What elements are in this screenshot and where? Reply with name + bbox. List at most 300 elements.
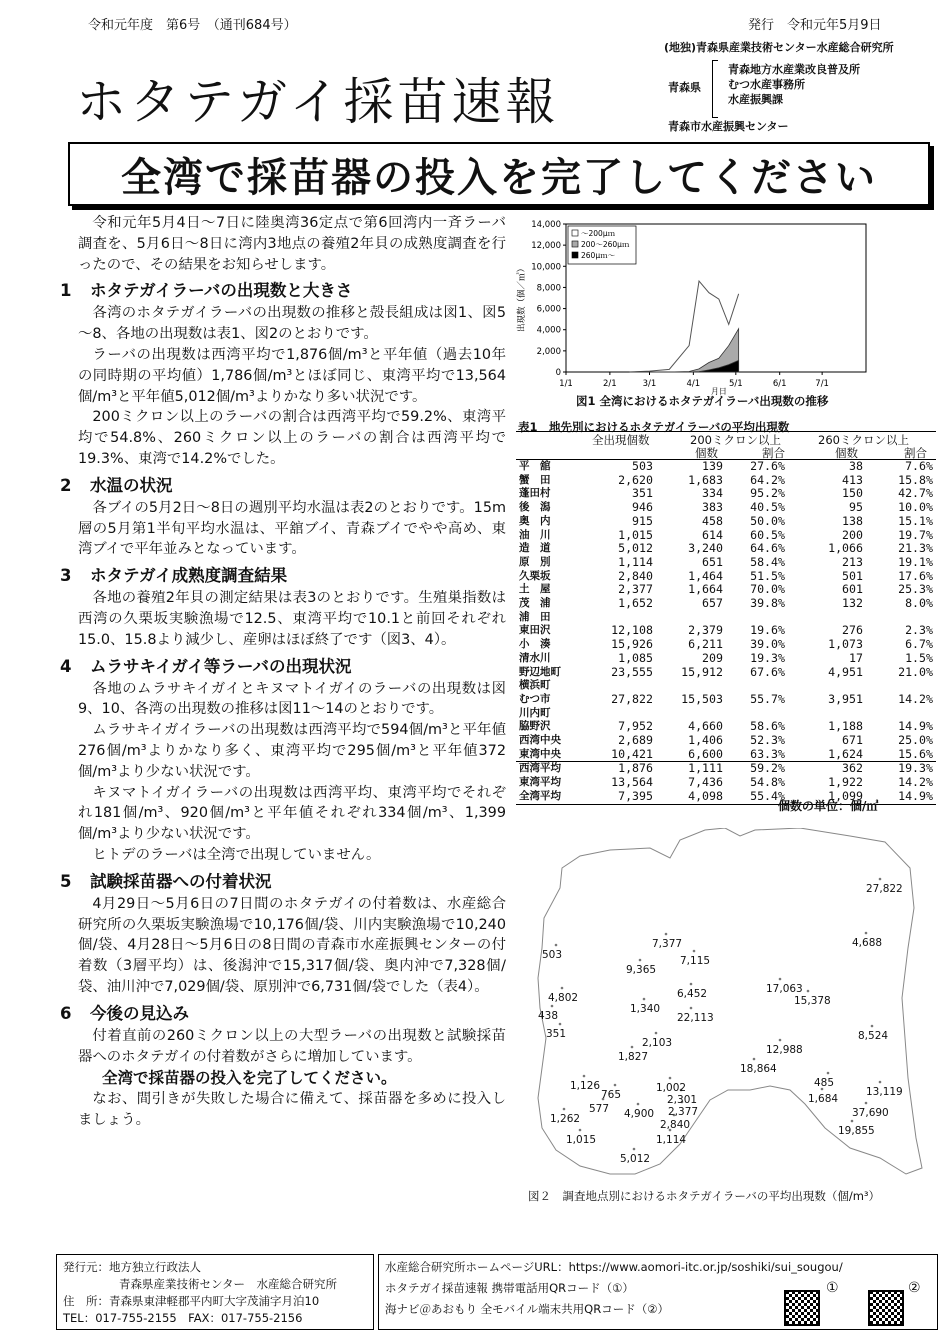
footer-publisher xyxy=(56,1254,374,1330)
table-cell-value xyxy=(866,611,936,625)
table-cell-value: 17.6% xyxy=(898,568,933,583)
table-cell-site: 東湾平均 xyxy=(519,776,561,789)
table-row xyxy=(516,474,936,488)
table-cell-value: 139 xyxy=(702,459,723,473)
table-cell-value xyxy=(582,707,656,721)
table-row xyxy=(516,570,936,584)
section-1-heading: 1 ホタテガイラーバの出現数と大きさ xyxy=(60,281,353,301)
map-station-label: 7,377 xyxy=(652,938,683,950)
org-pref: 青森県 xyxy=(668,81,701,94)
table-cell-value: 14.2% xyxy=(898,775,933,790)
map-station-dot xyxy=(555,944,558,947)
table-cell-site: 東湾中央 xyxy=(516,748,582,762)
table-cell-value: 55.4% xyxy=(726,790,788,804)
x-tick-label: 7/1 xyxy=(815,379,829,389)
table-cell-value: 1.5% xyxy=(905,650,933,665)
table-cell-value: 1,683 xyxy=(688,472,723,487)
table-cell-value: 95 xyxy=(849,500,863,515)
map-station-label: 17,063 xyxy=(766,983,803,995)
table-cell-value: 383 xyxy=(702,500,723,515)
table-cell-value: 23,555 xyxy=(611,664,653,679)
table-row xyxy=(516,638,936,652)
table-cell-value: 2,840 xyxy=(618,568,653,583)
table-row xyxy=(516,501,936,515)
table-cell-value: 1,114 xyxy=(618,554,653,569)
table-cell-value: 15,503 xyxy=(681,691,723,706)
series-area-200-260 xyxy=(630,329,739,372)
table-cell-value: 1,876 xyxy=(582,762,656,776)
map-station-label: 2,840 xyxy=(660,1119,691,1131)
map-station-label: 27,822 xyxy=(866,883,903,895)
table-cell-value: 601 xyxy=(842,582,863,597)
table-cell-value: 15.6% xyxy=(866,748,936,762)
table-cell-site: 茂 浦 xyxy=(519,597,551,610)
table-row xyxy=(516,487,936,501)
table-cell-value xyxy=(788,679,866,693)
table1-head-260: 260ミクロン以上 xyxy=(818,433,909,447)
table-cell-value: 67.6% xyxy=(750,664,785,679)
table-cell-site: 西湾平均 xyxy=(516,762,582,776)
table-cell-value: 27,822 xyxy=(611,691,653,706)
table-cell-value: 915 xyxy=(632,513,653,528)
map-station-label: 18,864 xyxy=(740,1063,777,1075)
table-row xyxy=(516,776,936,790)
table-row xyxy=(516,679,936,693)
section-6-emphasis: 全湾で採苗器の投入を完了してください。 xyxy=(102,1069,397,1088)
map-station-dot xyxy=(690,983,693,986)
table-cell-value: 1,652 xyxy=(618,596,653,611)
qr-label-2: ② xyxy=(908,1280,921,1296)
table-cell-value: 59.2% xyxy=(726,762,788,776)
x-tick-label: 5/1 xyxy=(728,379,743,389)
table-cell-value: 1,066 xyxy=(828,541,863,556)
x-axis-label: 月日 xyxy=(710,387,727,396)
map-station-label: 4,688 xyxy=(852,937,883,949)
table-cell-site: 横浜町 xyxy=(519,679,551,692)
table-cell-value xyxy=(582,611,656,625)
x-tick-label: 2/1 xyxy=(603,379,617,389)
table-cell-value: 40.5% xyxy=(750,500,785,515)
table-cell-site: 原 別 xyxy=(519,555,551,568)
table-cell-value: 413 xyxy=(842,472,863,487)
table-cell-value: 21.0% xyxy=(898,664,933,679)
section-4-para: 各地のムラサキイガイとキヌマトイガイのラーバの出現数は図9、10、各湾の出現数の推移は図11～14のとおりです。 xyxy=(78,680,506,718)
map-station-dot xyxy=(665,933,668,936)
map-station-label: 15,378 xyxy=(794,995,831,1007)
section-5-para: 4月29日～5月6日の7日間のホタテガイの付着数は、水産総合研究所の久栗坂実験漁場で10,176個/袋、川内実験漁場で10,240個/袋、4月28日～5月6日の8日間の青森市水産振興センターの付着数（3層平均）は、後潟沖で15,317個/袋、奥内沖で7,328個/袋、油川沖で7,029個/袋、原別沖で6,731個/袋でした（表4）。 xyxy=(78,895,506,995)
table-cell-value: 2,620 xyxy=(618,472,653,487)
table-cell-value: 4,098 xyxy=(656,790,726,804)
table-cell-value: 276 xyxy=(842,623,863,638)
map-station-dot xyxy=(614,1084,617,1087)
map-station-dot xyxy=(693,950,696,953)
legend-entry: ～200μｍ xyxy=(581,229,616,238)
map-station-label: 2,103 xyxy=(642,1037,673,1049)
table-cell-value: 150 xyxy=(842,486,863,501)
table1-head-ratio: 割合 xyxy=(762,446,785,460)
table-cell-value: 25.0% xyxy=(898,733,933,748)
legend-entry: 260μｍ～ xyxy=(581,251,616,260)
org-city: 青森市水産振興センター xyxy=(668,120,789,133)
table-cell-value xyxy=(656,679,726,693)
section-2-para: 各ブイの5月2日～8日の週別平均水温は表2のとおりです。15m層の5月第1半旬平均水温は、平舘ブイ、青森ブイでやや高め、東湾ブイで平年並みとなっています。 xyxy=(78,499,506,558)
table-cell-site: 東田沢 xyxy=(519,624,551,637)
map-station-label: 1,126 xyxy=(570,1080,601,1092)
table-cell-value: 503 xyxy=(632,459,653,473)
bay-outline xyxy=(538,828,922,1174)
larva-trend-chart xyxy=(512,216,882,412)
map-station-label: 1,114 xyxy=(656,1134,687,1146)
table-cell-value: 2.3% xyxy=(905,623,933,638)
table-row xyxy=(516,720,936,734)
org-item: 水産振興課 xyxy=(728,93,783,106)
table-row xyxy=(516,693,936,707)
org-list xyxy=(728,62,860,107)
table-row xyxy=(516,707,936,721)
y-tick-label: 8,000 xyxy=(536,283,561,294)
table-cell-value: 7,952 xyxy=(618,719,653,734)
map-station-label: 2,377 xyxy=(668,1106,699,1118)
section-1-para: 200ミクロン以上のラーバの割合は西湾平均で59.2%、東湾平均で54.8%、260ミクロン以上のラーバの割合は西湾平均で19.3%、東湾で14.2%でした。 xyxy=(78,409,506,467)
table-cell-site: 清水川 xyxy=(519,651,551,664)
table-cell-value: 657 xyxy=(702,596,723,611)
table-cell-value: 19.1% xyxy=(898,554,933,569)
map-station-dot xyxy=(631,1046,634,1049)
table-cell-value: 55.7% xyxy=(750,691,785,706)
map-station-dot xyxy=(655,1032,658,1035)
y-tick-label: 10,000 xyxy=(531,262,561,273)
map-station-dot xyxy=(690,1007,693,1010)
map-station-dot xyxy=(579,1129,582,1132)
map-station-dot xyxy=(637,1103,640,1106)
issue-number: 令和元年度 第6号 （通刊684号） xyxy=(88,18,297,33)
map-station-dot xyxy=(559,1023,562,1026)
org-bracket xyxy=(712,60,718,118)
table-row xyxy=(516,666,936,680)
footer-publisher-line: 青森県産業技術センター 水産総合研究所 xyxy=(119,1277,338,1291)
map-station-label: 438 xyxy=(538,1010,559,1022)
section-4-para: ムラサキイガイラーバの出現数は西湾平均で594個/m³と平年値276個/m³よりかなり多く、東湾平均で295個/m³と平年値372個/m³より少ない状況です。 xyxy=(78,722,506,780)
homepage-url[interactable]: 水産総合研究所ホームページURL：https://www.aomori-itc.or.jp/soshiki/sui_sougou/ xyxy=(385,1260,843,1274)
table-cell-value: 2,379 xyxy=(688,623,723,638)
table-cell-site: 油 川 xyxy=(519,528,551,541)
map-station-dot xyxy=(779,978,782,981)
table-cell-site: 小 湊 xyxy=(519,638,551,651)
x-tick-label: 3/1 xyxy=(642,379,657,389)
table-cell-value xyxy=(726,611,788,625)
table-cell-value xyxy=(656,611,726,625)
table-row xyxy=(516,734,936,748)
table-cell-value: 70.0% xyxy=(750,582,785,597)
map-station-label: 1,002 xyxy=(656,1082,687,1094)
table-cell-value: 10.0% xyxy=(898,500,933,515)
table-cell-value: 17 xyxy=(849,650,863,665)
map-station-label: 7,115 xyxy=(680,955,711,967)
table-row xyxy=(516,611,936,625)
table-cell-value xyxy=(788,707,866,721)
table-cell-site: 奥 内 xyxy=(519,514,551,527)
table-cell-value: 334 xyxy=(702,486,723,501)
table-cell-value: 27.6% xyxy=(750,459,785,473)
section-4-heading: 4 ムラサキイガイ等ラーバの出現状況 xyxy=(60,656,352,676)
table-cell-value: 7,395 xyxy=(582,790,656,804)
table-cell-site: 全湾平均 xyxy=(516,790,582,804)
map-station-label: 2,301 xyxy=(667,1094,698,1106)
table-cell-value: 138 xyxy=(842,513,863,528)
map-station-dot xyxy=(639,959,642,962)
table-row xyxy=(516,624,936,638)
table-cell-value: 1,073 xyxy=(828,637,863,652)
table-row xyxy=(516,748,936,762)
map-station-label: 1,684 xyxy=(808,1093,839,1105)
map-station-dot xyxy=(643,998,646,1001)
table-cell-value: 58.4% xyxy=(750,554,785,569)
map-station-label: 8,524 xyxy=(858,1030,889,1042)
table-cell-site: 土 屋 xyxy=(519,583,551,596)
table-cell-value: 58.6% xyxy=(750,719,785,734)
qr-label-1: ① xyxy=(826,1280,839,1296)
footer-links xyxy=(378,1254,938,1330)
map-station-dot xyxy=(669,1077,672,1080)
chart-caption: 図1 全湾におけるホタテガイラーバ出現数の推移 xyxy=(576,394,829,408)
section-4-para: ヒトデのラーバは全湾で出現していません。 xyxy=(92,846,381,863)
table-cell-value: 2,377 xyxy=(618,582,653,597)
table-cell-value: 14.2% xyxy=(898,691,933,706)
table-cell-value: 1,111 xyxy=(656,762,726,776)
y-tick-label: 6,000 xyxy=(536,304,561,315)
x-tick-label: 6/1 xyxy=(772,379,787,389)
table-cell-value: 209 xyxy=(702,650,723,665)
map-station-dot xyxy=(753,1058,756,1061)
table-cell-value: 14.9% xyxy=(898,719,933,734)
map-station-dot xyxy=(879,878,882,881)
table1-title: 表1 地先別におけるホタテガイラーバの平均出現数 xyxy=(518,420,790,434)
table-cell-value: 6.7% xyxy=(905,637,933,652)
table-cell-site: 脇野沢 xyxy=(519,720,551,733)
x-tick-label: 1/1 xyxy=(559,379,573,389)
map-station-dot xyxy=(865,932,868,935)
section-6-para: 付着直前の260ミクロン以上の大型ラーバの出現数と試験採苗器へのホタテガイの付着数がさらに増加しています。 xyxy=(78,1027,506,1065)
section-4-para: キヌマトイガイラーバの出現数は西湾平均、東湾平均でそれぞれ181個/m³、920個/m³と平年値それぞれ334個/m³、1,399個/m³より少ない状況です。 xyxy=(78,784,506,843)
table-cell-value: 1,406 xyxy=(688,733,723,748)
table-cell-value xyxy=(656,707,726,721)
table-cell-value: 213 xyxy=(842,554,863,569)
table-cell-value: 60.5% xyxy=(750,527,785,542)
table-cell-value: 651 xyxy=(702,554,723,569)
map-station-dot xyxy=(561,987,564,990)
table-cell-value: 4,951 xyxy=(828,664,863,679)
table-row xyxy=(516,515,936,529)
table-cell-value xyxy=(726,679,788,693)
map-station-dot xyxy=(807,990,810,993)
table-cell-value xyxy=(788,611,866,625)
map-station-dot xyxy=(851,1120,854,1123)
section-2-heading: 2 水温の状況 xyxy=(60,475,173,495)
section-1-para: 各湾のホタテガイラーバの出現数の推移と殻長組成は図1、図5～8、各地の出現数は表1、図2のとおりです。 xyxy=(78,305,506,343)
table-cell-value xyxy=(582,679,656,693)
section-1-para: ラーバの出現数は西湾平均で1,876個/m³と平年値（過去10年の同時期の平均値）1,786個/m³とほぼ同じ、東湾平均で13,564個/m³と平年値5,012個/m³よりかなり多い状況です。 xyxy=(78,346,506,405)
table-cell-value: 614 xyxy=(702,527,723,542)
qr-note-2: 海ナビ＠あおもり 全モバイル端末共用QRコード（②） xyxy=(385,1302,670,1316)
table-cell-value: 501 xyxy=(842,568,863,583)
map-station-dot xyxy=(633,1148,636,1151)
table-cell-value: 4,660 xyxy=(688,719,723,734)
y-tick-label: 12,000 xyxy=(531,241,561,252)
table-cell-site: 西湾中央 xyxy=(519,734,561,747)
issue-date: 発行 令和元年5月9日 xyxy=(748,18,882,33)
intro-text: 令和元年5月4日～7日に陸奥湾36定点で第6回湾内一斉ラーバ調査を、5月6日～8日に湾内3地点の養殖2年貝の成熟度調査を行ったので、その結果をお知らせします。 xyxy=(78,215,506,273)
section-6-heading: 6 今後の見込み xyxy=(60,1003,189,1023)
table-row xyxy=(516,652,936,666)
map-caption: 図２ 調査地点別におけるホタテガイラーバの平均出現数（個/m³） xyxy=(528,1189,881,1203)
table-cell-value: 50.0% xyxy=(750,513,785,528)
section-6-after: なお、間引きが失敗した場合に備えて、採苗器を多めに投入しましょう。 xyxy=(78,1091,506,1129)
map-station-dot xyxy=(865,1102,868,1105)
table-cell-value: 1,922 xyxy=(828,775,863,790)
map-station-dot xyxy=(583,1075,586,1078)
map-station-dot xyxy=(879,1081,882,1084)
table-cell-value: 19.7% xyxy=(898,527,933,542)
table-cell-value: 1,664 xyxy=(688,582,723,597)
map-station-label: 351 xyxy=(546,1028,567,1040)
table-cell-site: 後 潟 xyxy=(519,501,551,514)
table-cell-value: 19.3% xyxy=(866,762,936,776)
table-cell-site: 野辺地町 xyxy=(519,665,561,678)
table-cell-site: 平 舘 xyxy=(519,460,551,472)
table-cell-site: 蓬田村 xyxy=(519,487,551,500)
table-cell-value xyxy=(726,707,788,721)
table-cell-value: 95.2% xyxy=(750,486,785,501)
table1-head-count2: 個数 xyxy=(835,446,858,460)
table-cell-value: 2,689 xyxy=(618,733,653,748)
headline-box xyxy=(68,142,930,206)
table-cell-value: 64.6% xyxy=(750,541,785,556)
section-3-heading: 3 ホタテガイ成熟度調査結果 xyxy=(60,566,288,586)
table-cell-site: 造 道 xyxy=(519,542,551,555)
table-cell-value: 671 xyxy=(842,733,863,748)
map-station-label: 4,802 xyxy=(548,992,579,1004)
table-cell-value: 7.6% xyxy=(905,459,933,473)
table-cell-value: 14.9% xyxy=(866,790,936,804)
map-station-label: 1,262 xyxy=(550,1113,581,1125)
table-cell-site: 蟹 田 xyxy=(519,473,551,486)
table-cell-value: 19.3% xyxy=(750,650,785,665)
table-cell-value: 1,624 xyxy=(788,748,866,762)
org-research: (地独)青森県産業技術センター水産総合研究所 xyxy=(664,41,894,54)
table-row xyxy=(516,583,936,597)
legend-swatch xyxy=(572,252,578,258)
footer-address: 住 所：青森県東津軽郡平内町大字茂浦字月泊10 xyxy=(63,1294,320,1308)
headline: 全湾で採苗器の投入を完了してください xyxy=(121,154,877,201)
table-cell-value: 458 xyxy=(702,513,723,528)
footer-publisher-line: 発行元：地方独立行政法人 xyxy=(63,1260,201,1274)
section-5-heading: 5 試験採苗器への付着状況 xyxy=(60,871,272,891)
table-cell-value: 3,951 xyxy=(828,691,863,706)
table-cell-site: むつ市 xyxy=(519,692,551,705)
legend-swatch xyxy=(572,230,578,236)
table-cell-value: 15,912 xyxy=(681,664,723,679)
map-station-label: 6,452 xyxy=(677,988,708,1000)
table-cell-value: 1,085 xyxy=(618,650,653,665)
legend-entry: 200～260μｍ xyxy=(581,240,630,249)
map-station-label: 5,012 xyxy=(620,1153,651,1165)
table-cell-value: 42.7% xyxy=(898,486,933,501)
map-station-dot xyxy=(871,1025,874,1028)
table-cell-value: 39.8% xyxy=(750,596,785,611)
y-axis-label: 出現数（個／㎥） xyxy=(517,263,527,333)
table-cell-value xyxy=(866,679,936,693)
table1-head-200: 200ミクロン以上 xyxy=(690,433,781,447)
table-row xyxy=(516,762,936,776)
table-cell-value: 1,188 xyxy=(828,719,863,734)
map-station-label: 9,365 xyxy=(626,964,657,976)
table-cell-value: 19.6% xyxy=(750,623,785,638)
map-station-label: 12,988 xyxy=(766,1044,803,1056)
table-cell-value: 15,926 xyxy=(611,637,653,652)
map-station-label: 22,113 xyxy=(677,1012,714,1024)
table-cell-value: 8.0% xyxy=(905,596,933,611)
table-cell-site: 川内町 xyxy=(519,706,551,719)
table-row xyxy=(516,529,936,543)
map-station-label: 1,015 xyxy=(566,1134,597,1146)
table1-head-total: 全出現個数 xyxy=(592,433,650,447)
table-cell-value: 1,099 xyxy=(788,790,866,804)
table-cell-value: 38 xyxy=(849,459,863,473)
map-station-label: 577 xyxy=(589,1103,610,1115)
table-cell-value: 200 xyxy=(842,527,863,542)
table-cell-value: 12,108 xyxy=(611,623,653,638)
table-cell-value: 7,436 xyxy=(688,775,723,790)
table-cell-value xyxy=(866,707,936,721)
qr-code-1[interactable] xyxy=(784,1290,820,1326)
map-station-label: 1,340 xyxy=(630,1003,661,1015)
org-item: むつ水産事務所 xyxy=(728,78,805,91)
y-tick-label: 0 xyxy=(555,368,561,378)
table-cell-value: 51.5% xyxy=(750,568,785,583)
map-station-dot xyxy=(563,1108,566,1111)
table-cell-site: 久栗坂 xyxy=(519,569,551,582)
y-tick-label: 14,000 xyxy=(531,220,561,230)
table-cell-value: 6,600 xyxy=(656,748,726,762)
table-cell-value: 132 xyxy=(842,596,863,611)
y-tick-label: 4,000 xyxy=(536,325,561,336)
table-cell-value: 63.3% xyxy=(726,748,788,762)
table-cell-value: 351 xyxy=(632,486,653,501)
table-cell-value: 25.3% xyxy=(898,582,933,597)
table-cell-value: 52.3% xyxy=(750,733,785,748)
qr-code-2[interactable] xyxy=(868,1290,904,1326)
map-station-dot xyxy=(779,1039,782,1042)
table-row xyxy=(516,556,936,570)
y-tick-label: 2,000 xyxy=(536,346,561,357)
table-cell-value: 1,015 xyxy=(618,527,653,542)
table-cell-value: 64.2% xyxy=(750,472,785,487)
table-cell-value: 15.8% xyxy=(898,472,933,487)
table-row xyxy=(516,542,936,556)
map-station-label: 765 xyxy=(601,1089,622,1101)
map-station-label: 4,900 xyxy=(624,1108,655,1120)
map-station-label: 503 xyxy=(542,949,563,961)
table-cell-value: 10,421 xyxy=(582,748,656,762)
map-station-dot xyxy=(551,1005,554,1008)
qr-note-1: ホタテガイ採苗速報 携帯電話用QRコード（①） xyxy=(385,1281,634,1295)
table-row xyxy=(516,460,936,474)
table-cell-value: 1,464 xyxy=(688,568,723,583)
table-cell-site: 浦 田 xyxy=(519,610,551,623)
table-cell-value: 54.8% xyxy=(750,775,785,790)
table-cell-value: 6,211 xyxy=(688,637,723,652)
footer-contact: TEL：017-755-2155 FAX：017-755-2156 xyxy=(63,1311,303,1325)
